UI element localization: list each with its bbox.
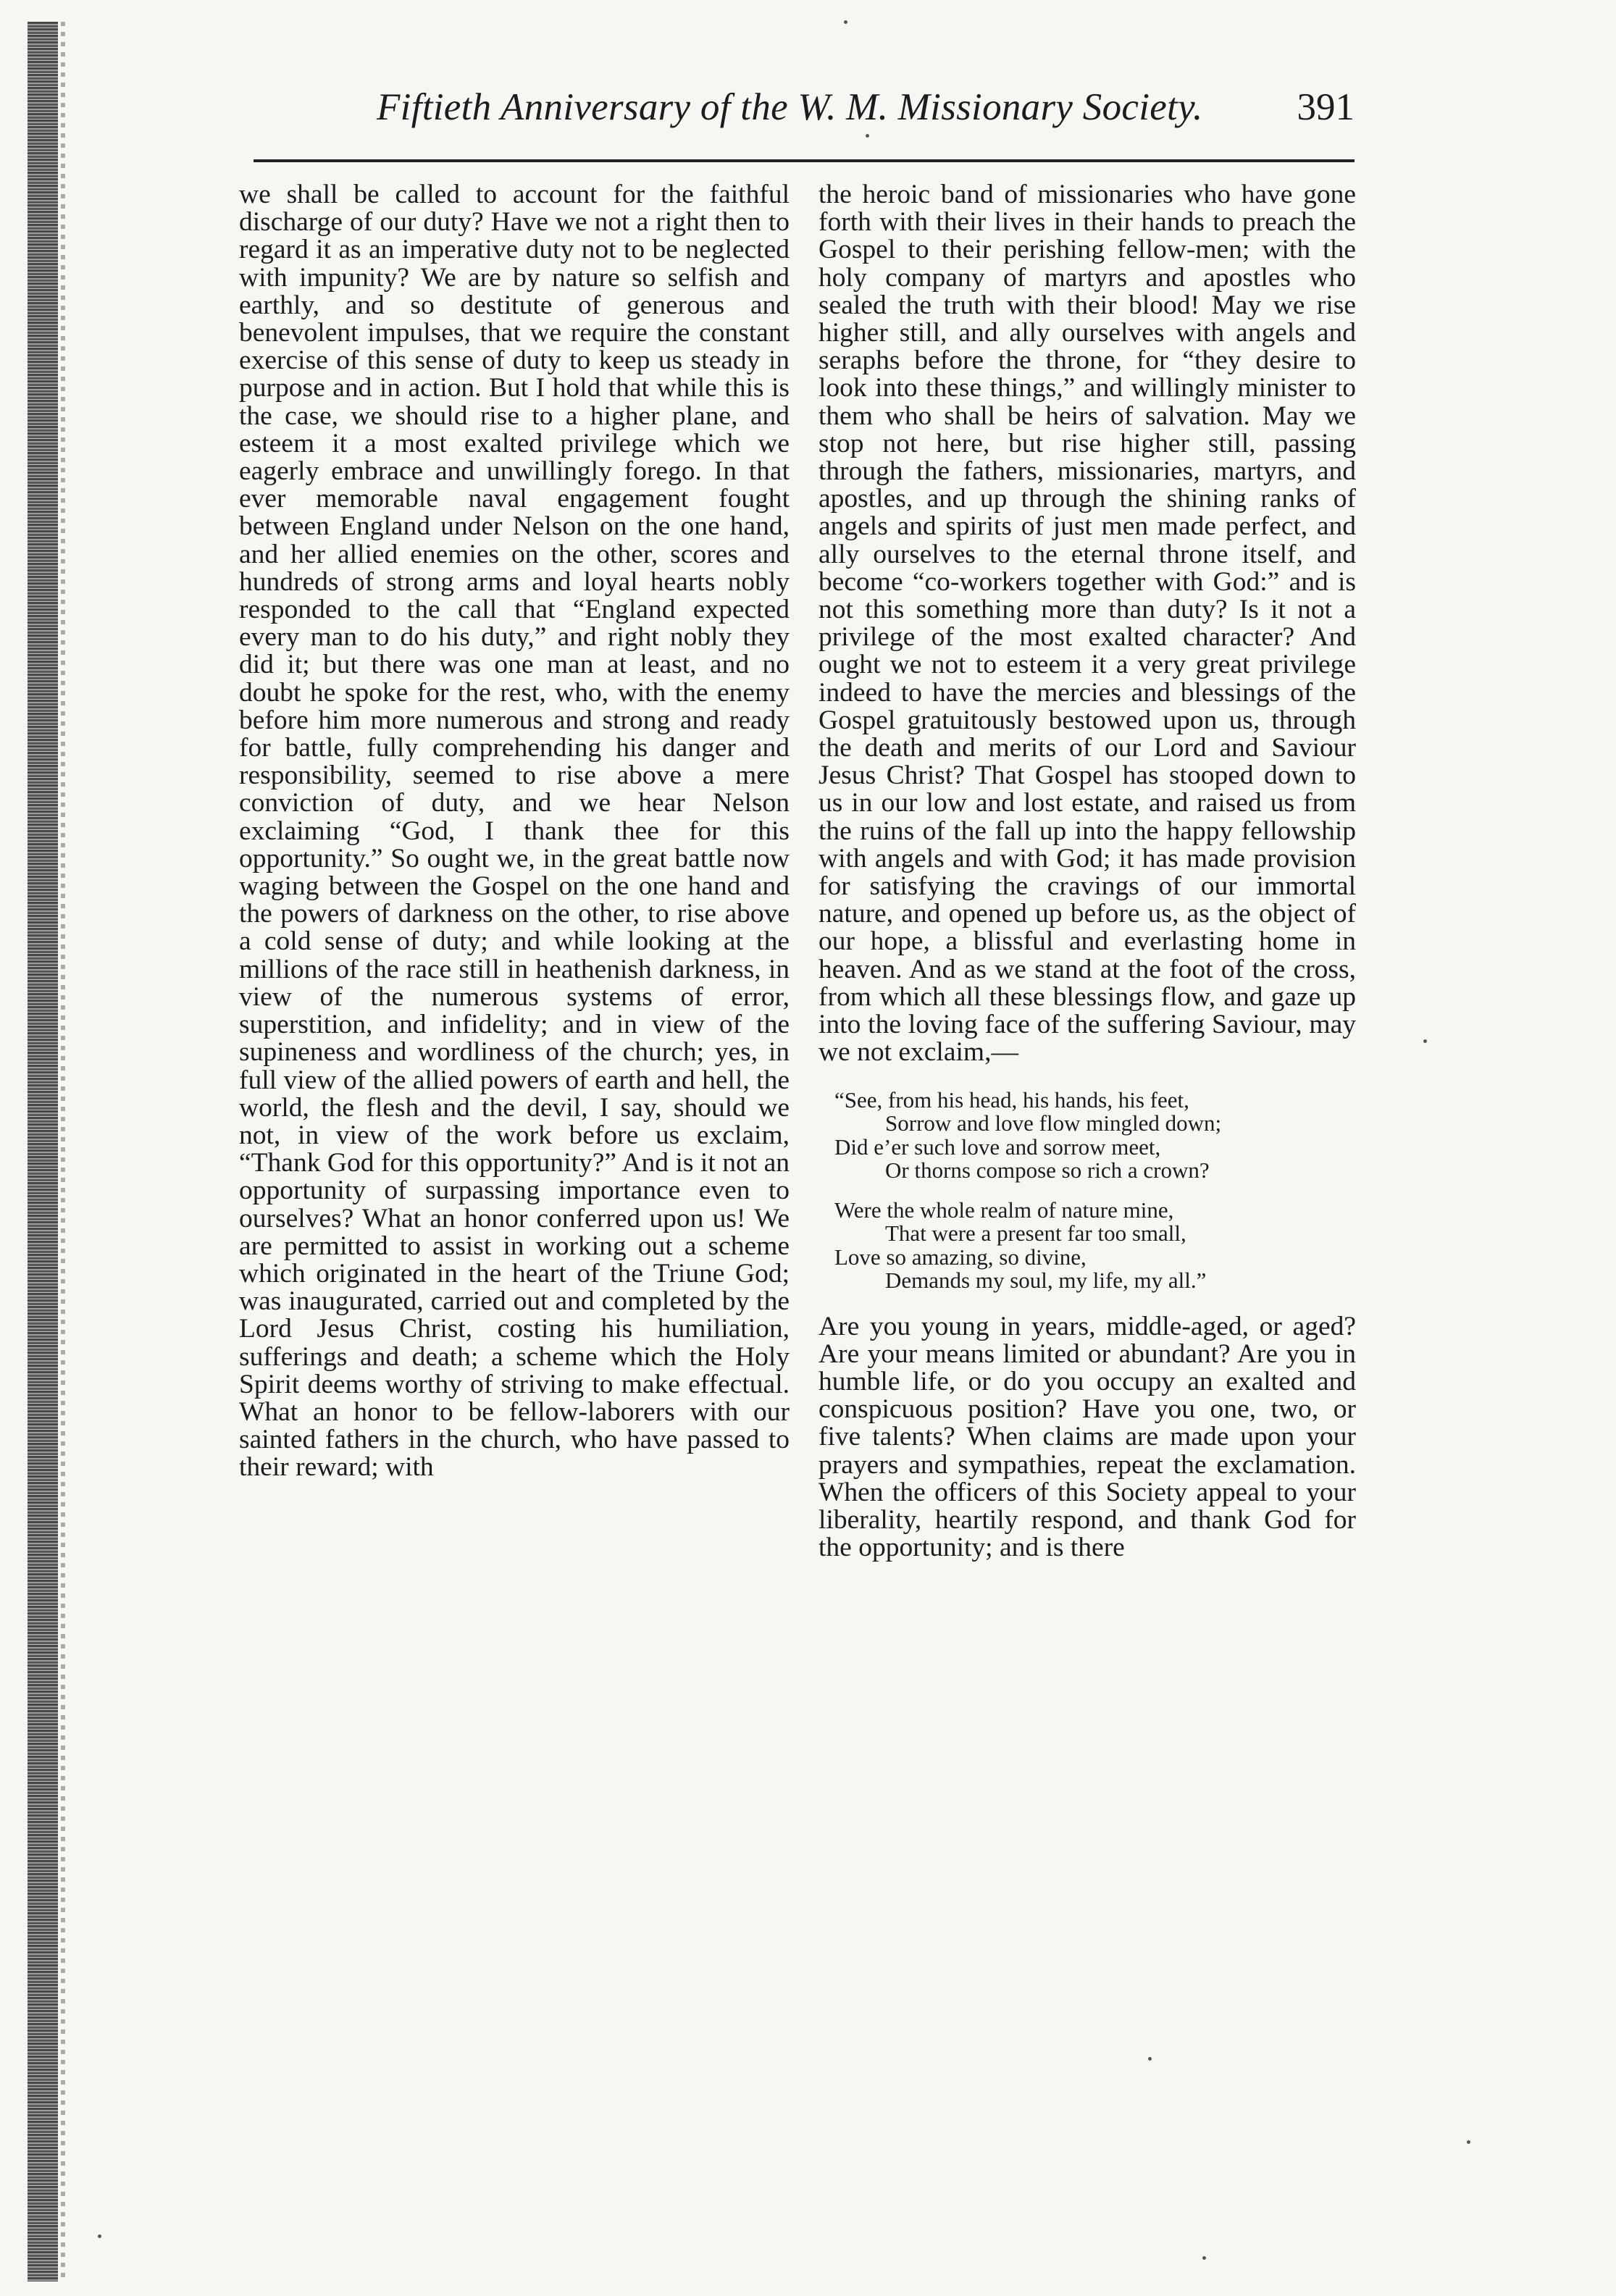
poem-line: Were the whole realm of nature mine,	[834, 1197, 1174, 1223]
right-column-text-after-poem: Are you young in years, middle-aged, or aged? Are your means limited or abundant? Are you in humble life, or do you occupy an exalted and conspicuous position? Have you one, two, or five talents? When claims are made upon your prayers and sympathies, repeat the exclamation. When the officers of this Society appeal to your liberality, heartily respond, and thank God for the opportunity; and is there	[819, 1311, 1356, 1563]
right-column-text-before-poem: the heroic band of missionaries who have gone forth with their lives in their hands to preach the Gospel to their perishing fellow-men; with the holy company of martyrs and apostles who sealed the truth with their blood! May we rise higher still, and ally ourselves with angels and seraphs before the throne, for “they desire to look into these things,” and willingly minister to them who shall be heirs of salvation. May we stop not here, but rise higher still, passing through the fathers, missionaries, martyrs, and apostles, and up through the shining ranks of angels and spirits of just men made perfect, and ally ourselves to the eternal throne itself, and become “co-workers together with God:” and is not this something more than duty? Is it not a privilege of the most exalted character? And ought we not to esteem it a very great privilege indeed to have the mercies and blessings of the Gospel gratuitously bestowed upon us, through the death and merits of our Lord and Saviour Jesus Christ? That Gospel has stooped down to us in our low and lost estate, and raised us from the ruins of the fall up into the happy fellowship with angels and with God; it has made provision for satisfying the cravings of our immortal nature, and opened up before us, as the object of our hope, a blissful and everlasting home in heaven. And as we stand at the foot of the cross, from which all these blessings flow, and gaze up into the loving face of the suffering Saviour, may we not exclaim,—	[819, 180, 1356, 1068]
poem-line: Love so amazing, so divine,	[834, 1244, 1087, 1270]
print-speck	[1202, 2256, 1206, 2260]
poem-line: Sorrow and love flow mingled down;	[885, 1110, 1222, 1136]
poem-line: Did e’er such love and sorrow meet,	[834, 1134, 1161, 1160]
poem-line: Demands my soul, my life, my all.”	[885, 1268, 1207, 1293]
print-speck	[98, 2234, 101, 2238]
poem-line: Or thorns compose so rich a crown?	[885, 1157, 1210, 1183]
right-column	[819, 181, 1356, 1562]
poem-line: That were a present far too small,	[885, 1220, 1186, 1246]
header-rule	[254, 159, 1355, 162]
print-speck	[1423, 1039, 1427, 1043]
print-speck	[866, 134, 869, 138]
poem-stanza-2	[834, 1199, 1356, 1293]
left-column	[239, 181, 790, 1482]
running-title: Fiftieth Anniversary of the W. M. Missionary Society.	[377, 86, 1203, 128]
print-speck	[1148, 2057, 1152, 2061]
page-number: 391	[1297, 86, 1355, 128]
page-binding-edge	[28, 22, 58, 2282]
left-column-text: we shall be called to account for the faithful discharge of our duty? Have we not a right then to regard it as an imperative duty not to be neglected with impunity? We are by nature so selfish and earthly, and so destitute of generous and benevolent impulses, that we require the constant exercise of this sense of duty to keep us steady in purpose and in action. But I hold that while this is the case, we should rise to a higher plane, and esteem it a most exalted privilege which we eagerly embrace and unwillingly forego. In that ever memorable naval engagement fought between England under Nelson on the one hand, and her allied enemies on the other, scores and hundreds of strong arms and loyal hearts nobly responded to the call that “England expected every man to do his duty,” and right nobly they did it; but there was one man at least, and no doubt he spoke for the rest, who, with the enemy before him more numerous and strong and ready for battle, fully comprehending his danger and responsibility, seemed to rise above a mere conviction of duty, and we hear Nelson exclaiming “God, I thank thee for this opportunity.” So ought we, in the great battle now waging between the Gospel on the one hand and the powers of darkness on the other, to rise above a cold sense of duty; and while looking at the millions of the race still in heathenish darkness, in view of the numerous systems of error, superstition, and infidelity; and in view of the supineness and wordliness of the church; yes, in full view of the allied powers of earth and hell, the world, the flesh and the devil, I say, should we not, in view of the work before us exclaim, “Thank God for this opportunity?” And is it not an opportunity of surpassing importance even to ourselves? What an honor conferred upon us! We are permitted to assist in working out a scheme which originated in the heart of the Triune God; was inaugurated, carried out and completed by the Lord Jesus Christ, costing his humiliation, sufferings and death; a scheme which the Holy Spirit deems worthy of striving to make effectual. What an honor to be fellow-laborers with our sainted fathers in the church, who have passed to their reward; with	[239, 180, 790, 1483]
poem-stanza-1	[834, 1086, 1356, 1183]
print-speck	[844, 20, 847, 24]
hymn-quotation	[834, 1086, 1356, 1293]
print-speck	[1467, 2140, 1470, 2144]
binding-shadow	[61, 22, 65, 2282]
poem-line: “See, from his head, his hands, his feet,	[834, 1086, 1189, 1113]
